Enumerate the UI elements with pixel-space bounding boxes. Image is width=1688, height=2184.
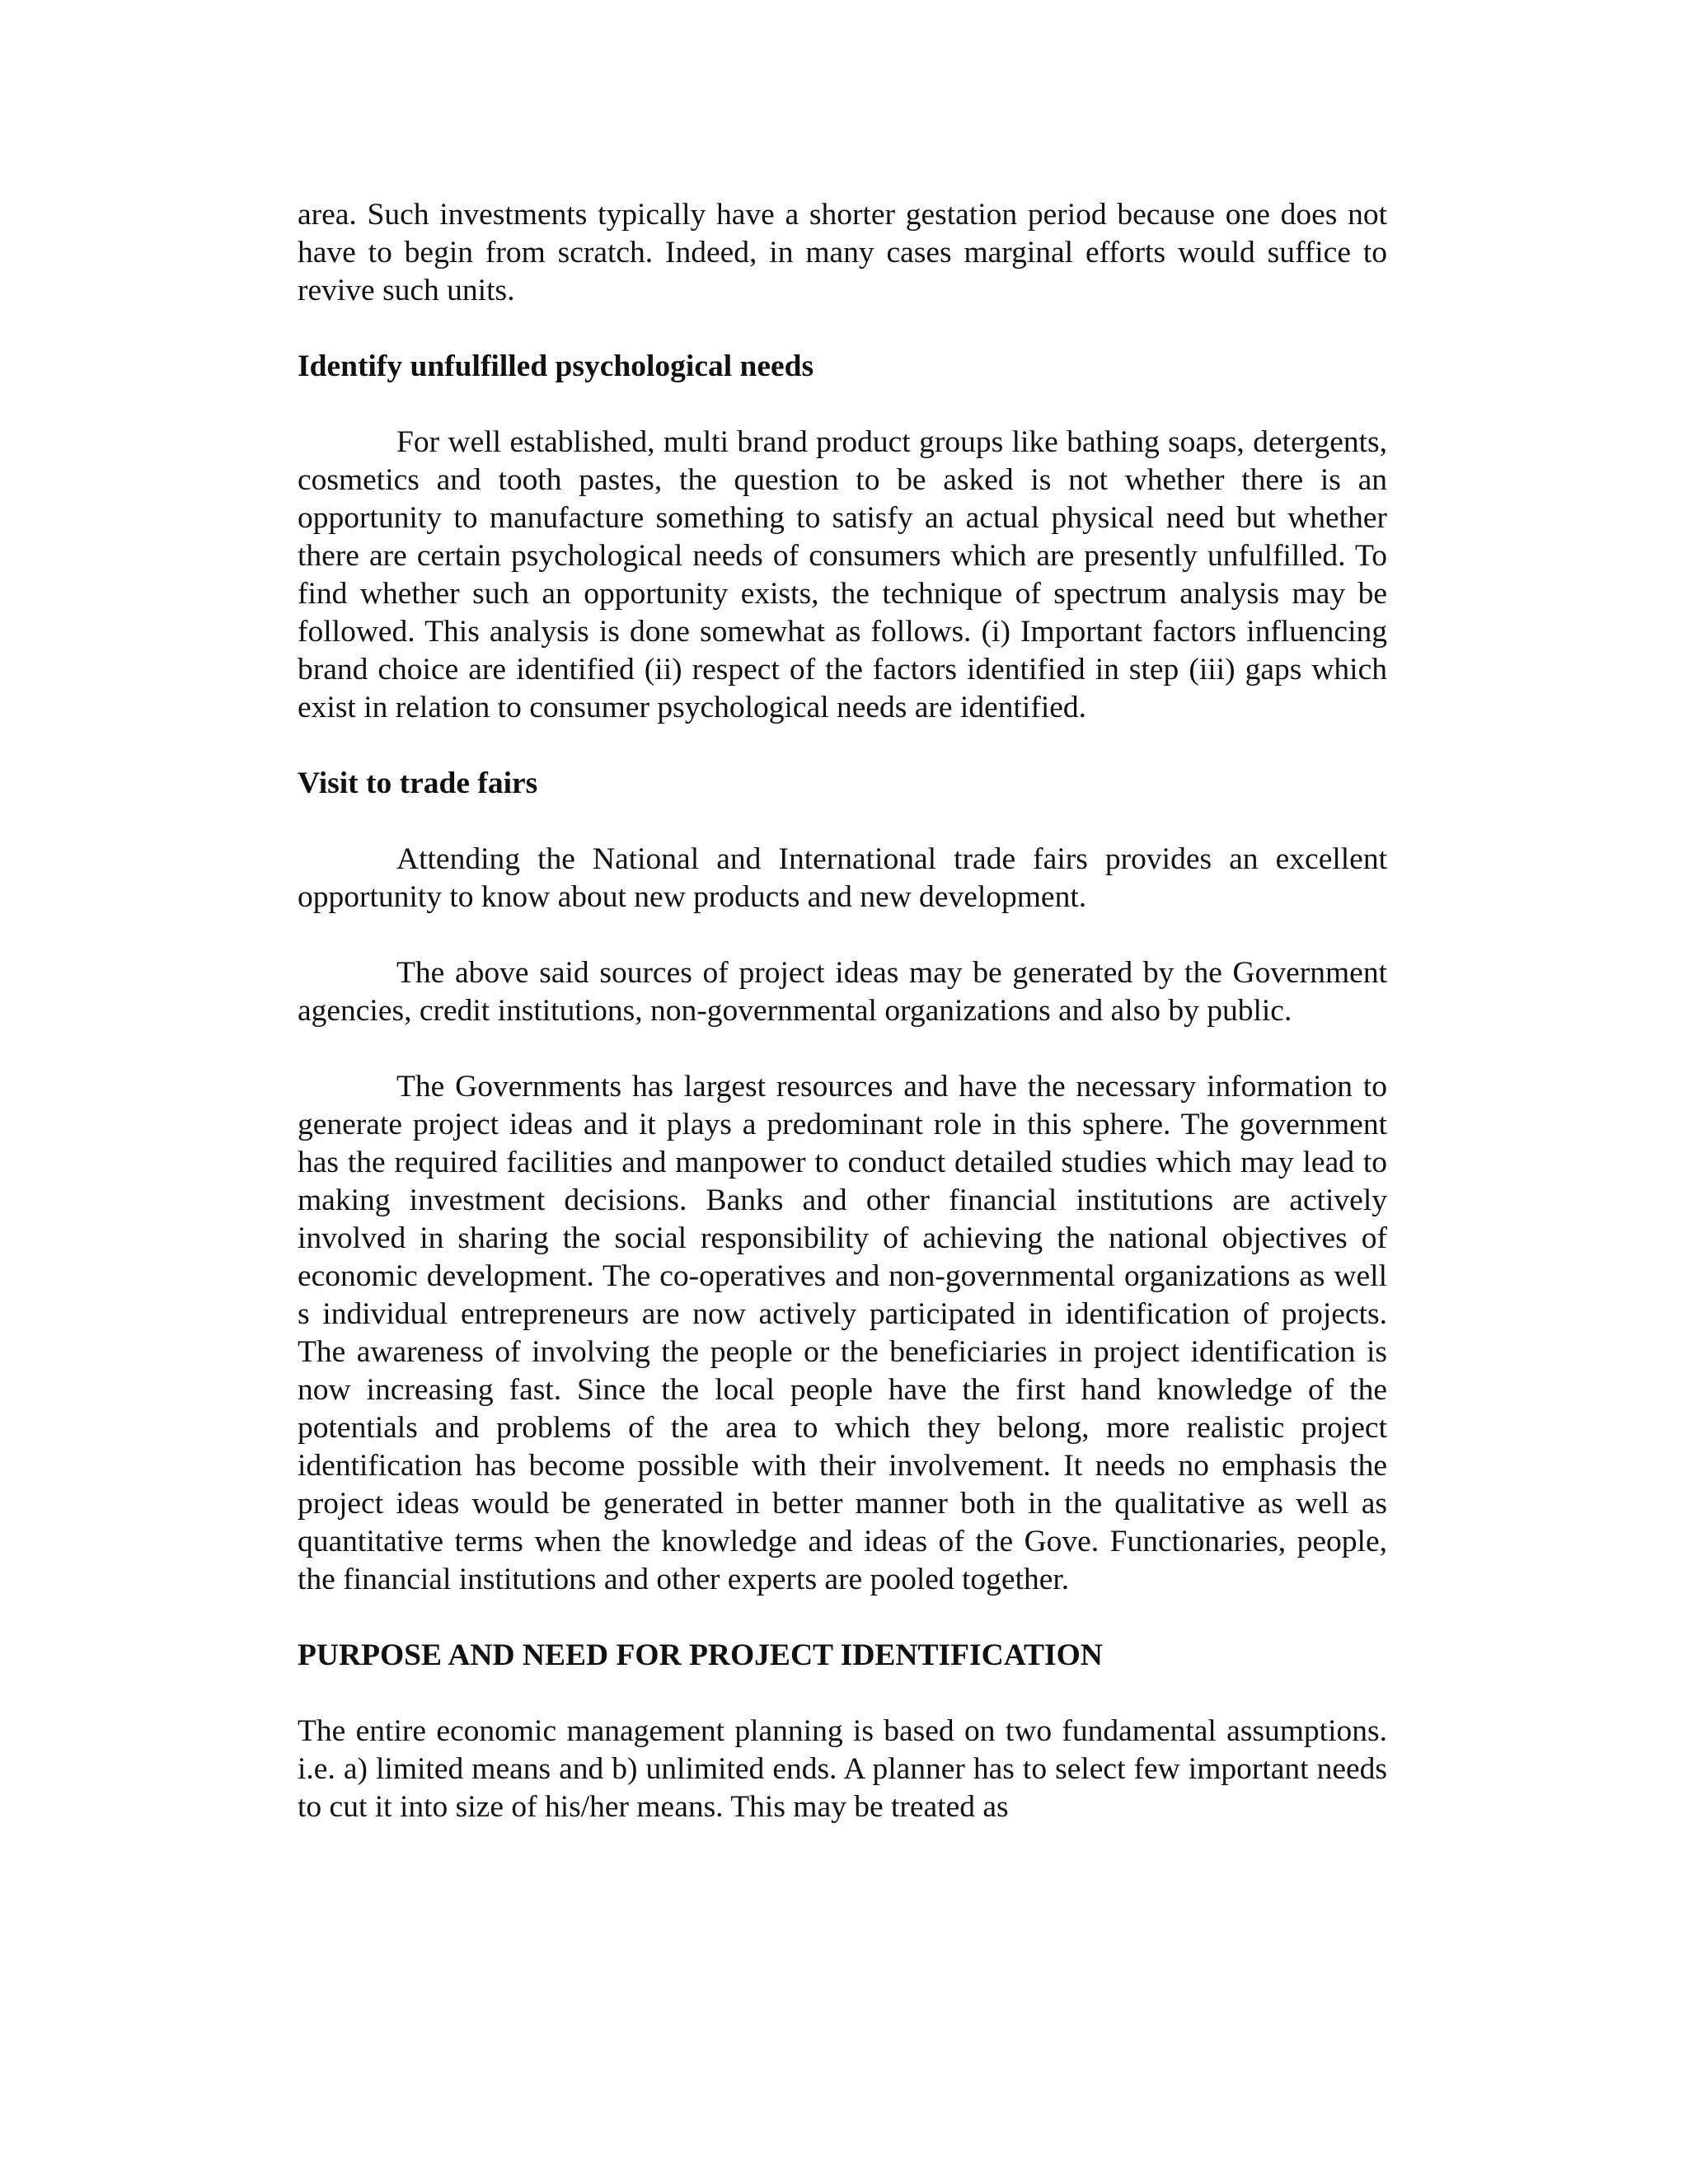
- paragraph-government-role: The Governments has largest resources and have the necessary information to generate project ideas and it plays a predominant role in this sphere. The government has the required facilities and manpower to conduct detailed studies which may lead to making investment decisions. Banks and other financial institutions are actively involved in sharing the social responsibility of achieving the national objectives of economic development. The co-operatives and non-governmental organizations as well s individual entrepreneurs are now actively participated in identification of projects. The awareness of involving the people or the beneficiaries in project identification is now increasing fast. Since the local people have the first hand knowledge of the potentials and problems of the area to which they belong, more realistic project identification has become possible with their involvement. It needs no emphasis the project ideas would be generated in better manner both in the qualitative as well as quantitative terms when the knowledge and ideas of the Gove. Functionaries, people, the financial institutions and other experts are pooled together.: [298, 1070, 1387, 1596]
- heading-purpose-and-need: PURPOSE AND NEED FOR PROJECT IDENTIFICATION: [298, 1638, 1103, 1672]
- paragraph-economic-planning: The entire economic management planning is based on two fundamental assumptions. i.e. a) limited means and b) unlimited ends. A planner has to select few important needs to cut it into size of his/her means. This may be treated as: [298, 1714, 1387, 1824]
- heading-psychological-needs: Identify unfulfilled psychological needs: [298, 349, 814, 383]
- document-page: [298, 196, 1387, 1826]
- paragraph-spectrum-analysis: For well established, multi brand product groups like bathing soaps, detergents, cosmetics and tooth pastes, the question to be asked is not whether there is an opportunity to manufacture something to satisfy an actual physical need but whether there are certain psychological needs of consumers which are presently unfulfilled. To find whether such an opportunity exists, the technique of spectrum analysis may be followed. This analysis is done somewhat as follows. (i) Important factors influencing brand choice are identified (ii) respect of the factors identified in step (iii) gaps which exist in relation to consumer psychological needs are identified.: [298, 425, 1387, 724]
- paragraph-trade-fairs: Attending the National and International trade fairs provides an excellent opportunity to know about new products and new development.: [298, 842, 1387, 914]
- heading-trade-fairs: Visit to trade fairs: [298, 766, 538, 800]
- paragraph-gestation-period: area. Such investments typically have a shorter gestation period because one does not have to begin from scratch. Indeed, in many cases marginal efforts would suffice to revive such units.: [298, 198, 1387, 307]
- paragraph-sources-of-ideas: The above said sources of project ideas may be generated by the Government agencies, credit institutions, non-governmental organizations and also by public.: [298, 956, 1387, 1028]
